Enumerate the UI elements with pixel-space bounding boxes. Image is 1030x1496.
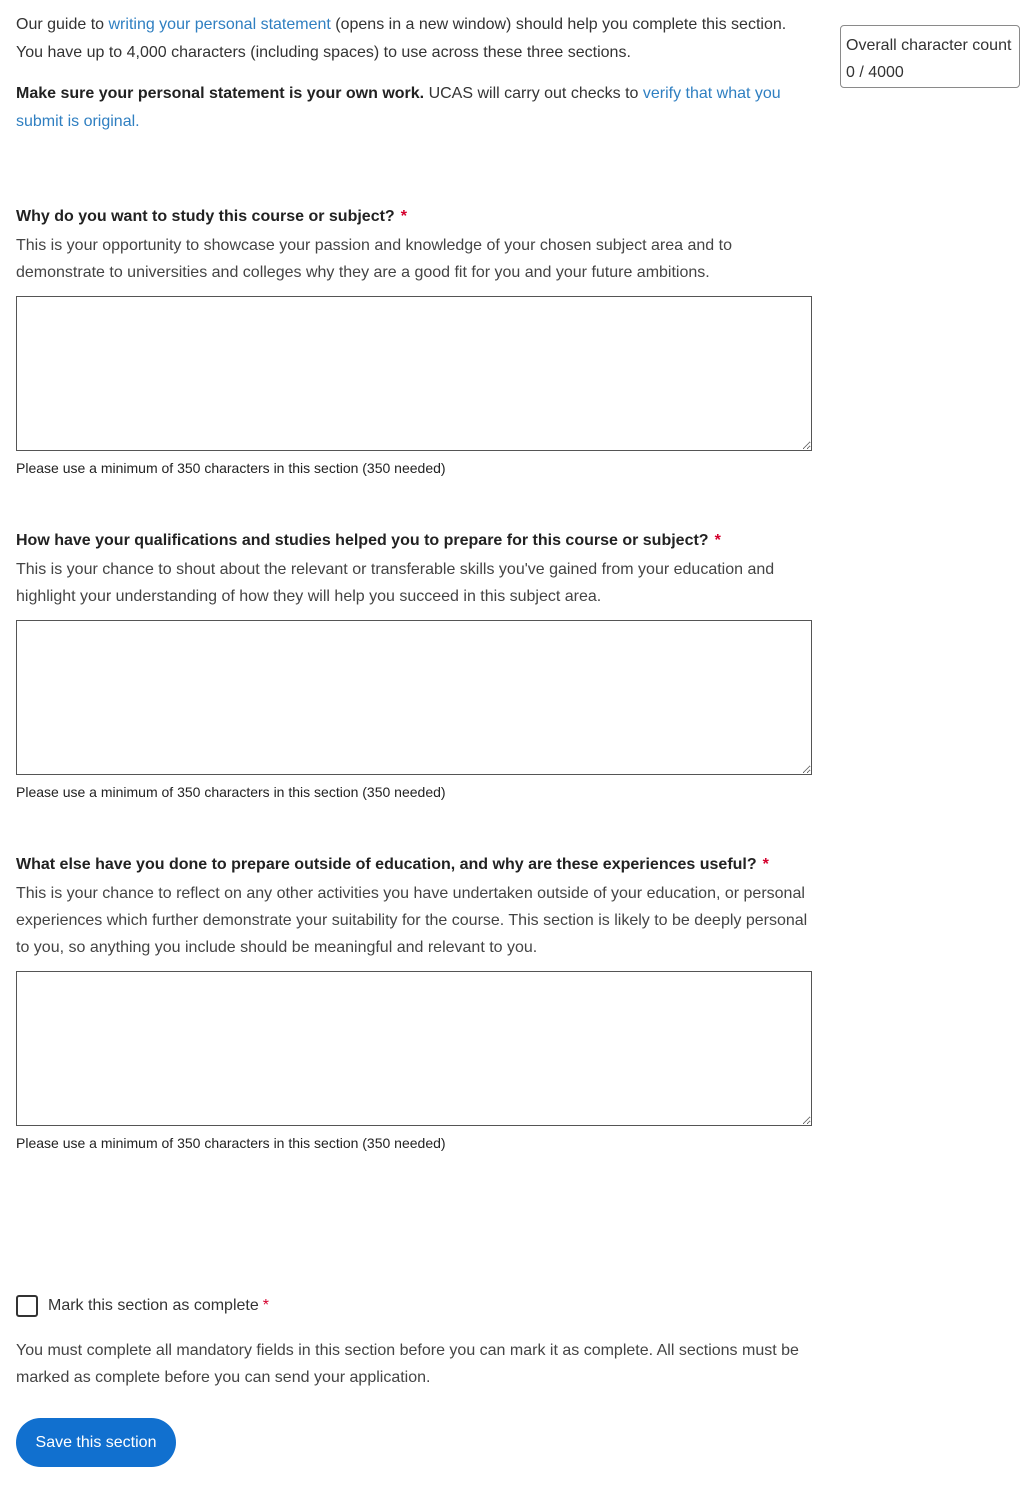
guide-prefix: Our guide to — [16, 16, 109, 33]
verify-original-link[interactable]: verify that what you submit is original. — [16, 85, 781, 130]
why-study-textarea[interactable] — [16, 296, 812, 451]
question-description: This is your opportunity to showcase your passion and knowledge of your chosen subject area and to demonstrate to universities and colleges why they are a good fit for you and your future ambitions. — [16, 237, 732, 281]
character-count-label: Overall character count — [846, 37, 1012, 54]
question-why-study — [16, 206, 816, 477]
question-title: How have your qualifications and studies helped you to prepare for this course or subject? * — [16, 532, 721, 549]
required-asterisk: * — [262, 1297, 269, 1314]
own-work-warning: Make sure your personal statement is your own work. — [16, 85, 425, 102]
save-section-button[interactable]: Save this section — [16, 1418, 176, 1467]
required-asterisk: * — [400, 208, 407, 225]
question-title: Why do you want to study this course or subject? * — [16, 208, 407, 225]
question-description: This is your chance to reflect on any other activities you have undertaken outside of your education, or personal experiences which further demonstrate your suitability for the course. This section is likely to be deeply personal to you, so anything you include should be meaningful and relevant to you. — [16, 885, 808, 956]
guide-suffix: (opens in a new window) should help you complete this section. You have up to 4,000 characters (including spaces) to use across these three sections. — [16, 16, 787, 61]
outside-education-textarea[interactable] — [16, 971, 812, 1126]
personal-statement-guide-link[interactable]: writing your personal statement — [108, 16, 331, 33]
character-minimum-hint: Please use a minimum of 350 characters in this section (350 needed) — [16, 1135, 446, 1151]
mark-complete-checkbox[interactable] — [16, 1295, 38, 1317]
character-minimum-hint: Please use a minimum of 350 characters in this section (350 needed) — [16, 460, 446, 476]
overall-character-count — [840, 25, 1020, 88]
guide-paragraph — [16, 11, 816, 67]
checks-text: UCAS will carry out checks to — [424, 85, 643, 102]
mark-complete-label: Mark this section as complete — [48, 1297, 259, 1314]
complete-note: You must complete all mandatory fields in this section before you can mark it as complete. All sections must be marked as complete before you can send your application. — [16, 1342, 799, 1386]
required-asterisk: * — [762, 856, 769, 873]
question-outside-education — [16, 854, 816, 1152]
question-qualifications — [16, 530, 816, 801]
required-asterisk: * — [714, 532, 721, 549]
character-minimum-hint: Please use a minimum of 350 characters in this section (350 needed) — [16, 784, 446, 800]
question-description: This is your chance to shout about the relevant or transferable skills you've gained from your education and highlight your understanding of how they will help you succeed in this subject area. — [16, 561, 775, 605]
mark-complete-row[interactable] — [16, 1295, 269, 1317]
question-title: What else have you done to prepare outside of education, and why are these experiences useful? * — [16, 856, 769, 873]
qualifications-textarea[interactable] — [16, 620, 812, 775]
character-count-value: 0 / 4000 — [846, 64, 904, 81]
own-work-paragraph — [16, 80, 816, 136]
